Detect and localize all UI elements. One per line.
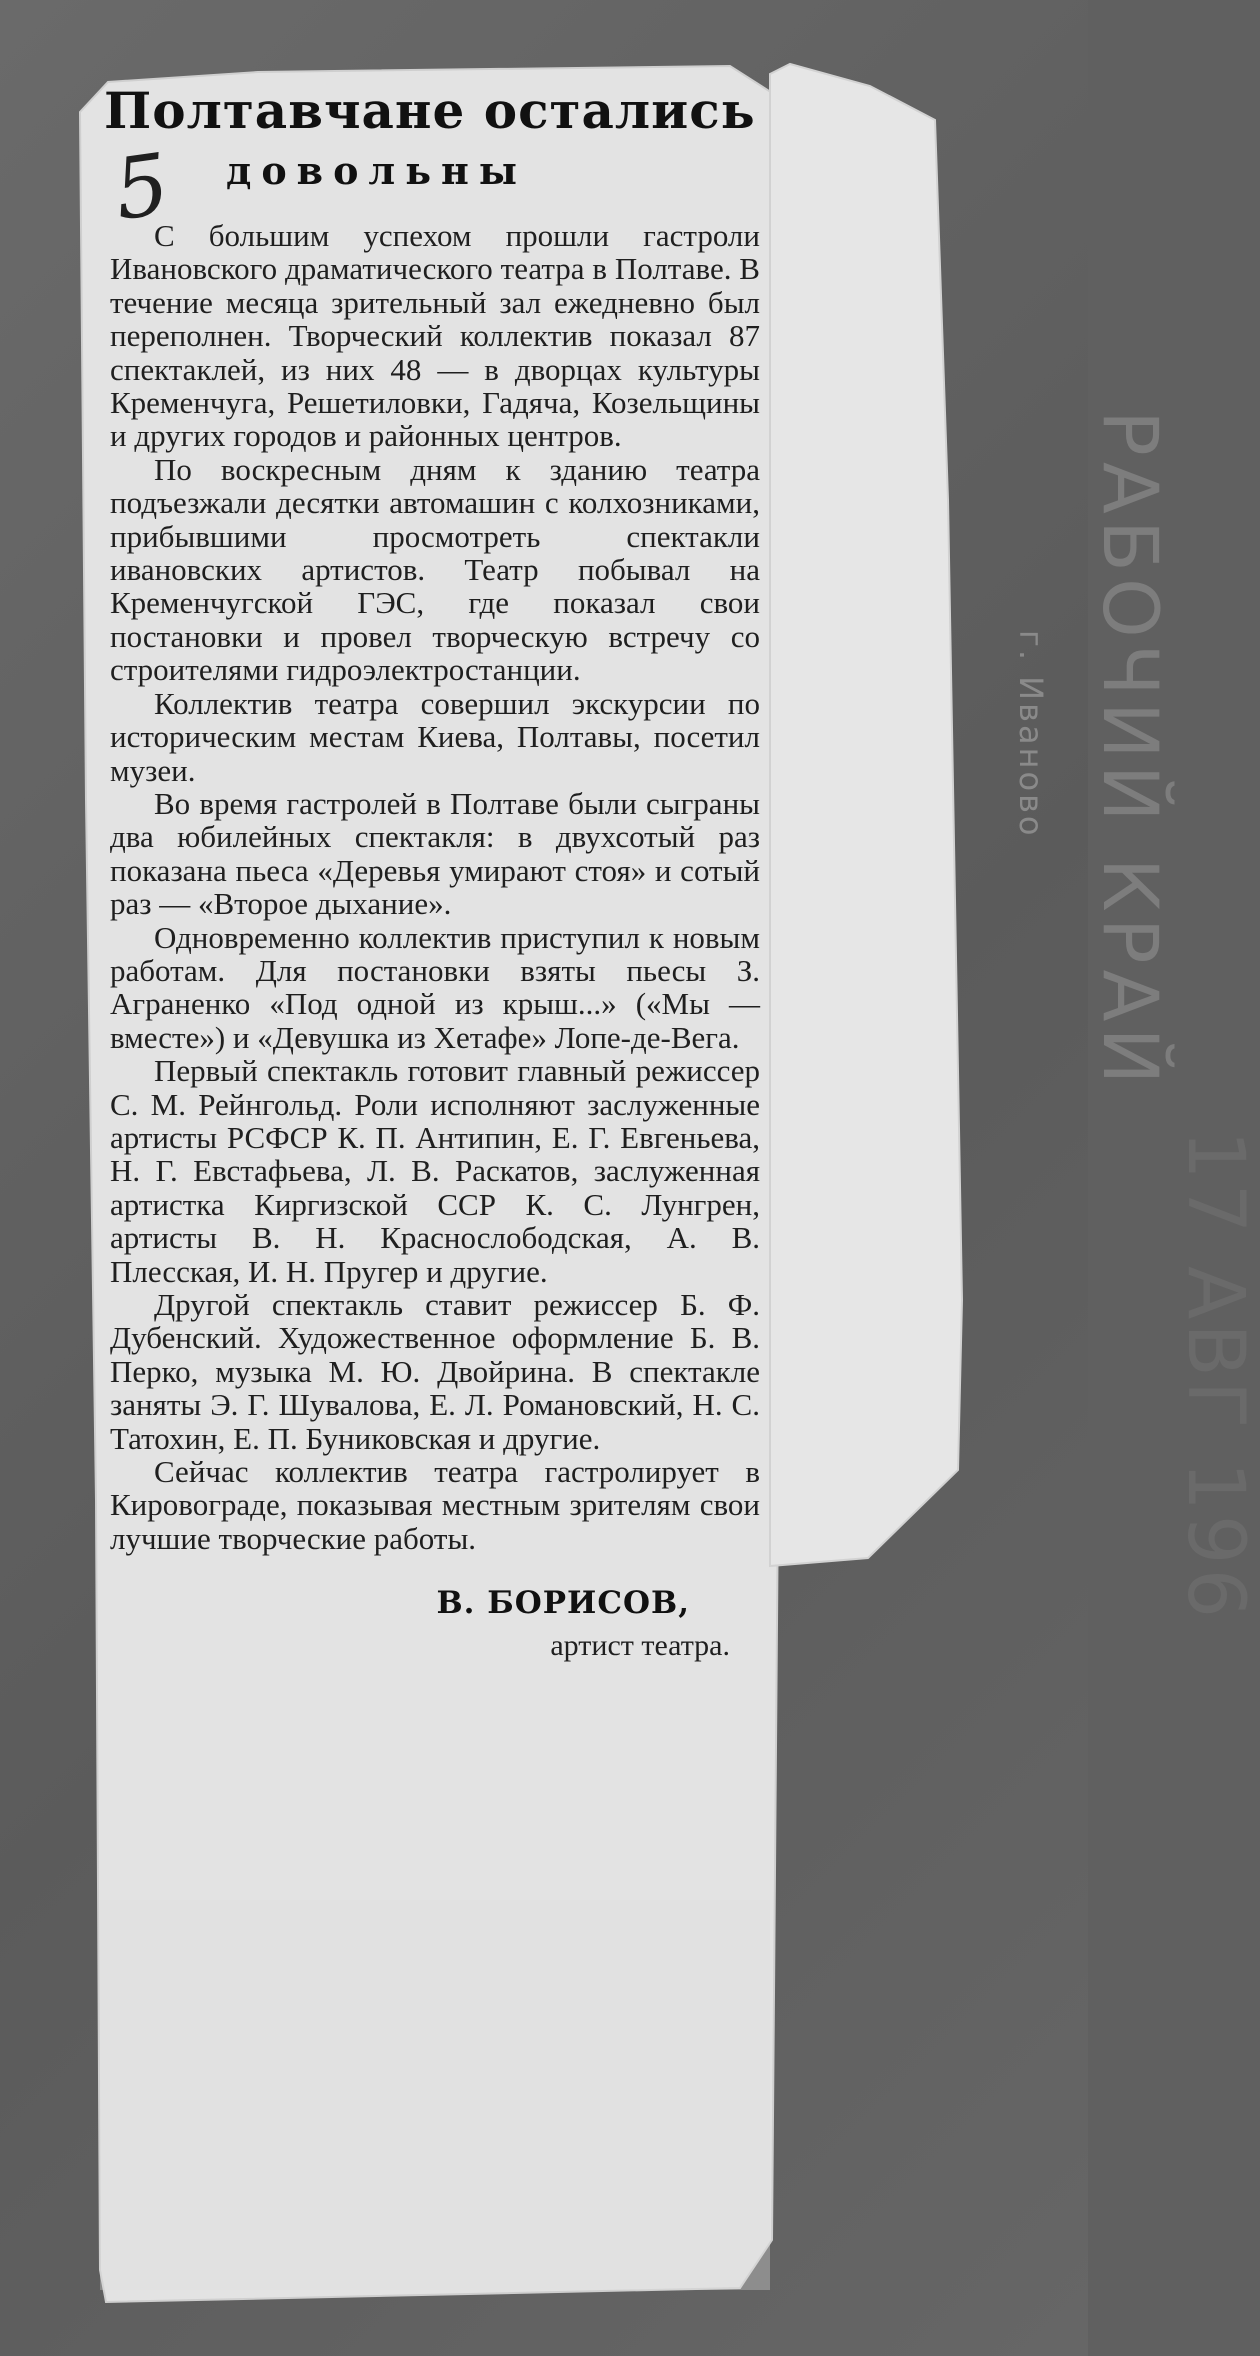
article-paragraph: Сейчас коллектив театра гастролирует в Кировограде, показывая местным зрителям свои лучшие творческие работы. [110, 1454, 760, 1556]
article-paragraph: Другой спектакль ставит режиссер Б. Ф. Дубенский. Художественное оформление Б. В. Перко, музыка М. Ю. Двойрина. В спектакле заняты Э. Г. Шувалова, Е. Л. Романовский, Н. С. Татохин, Е. П. Буниковская и другие. [110, 1287, 760, 1456]
article-paragraph: С большим успехом прошли гастроли Ивановского драматического театра в Полтаве. В течение месяца зрительный зал ежедневно был переполнен. Творческий коллектив показал 87 спектаклей, из них 48 — в дворцах культуры Кременчуга, Решетиловки, Гадяча, Козельщины и других городов и районных центров. [110, 218, 760, 454]
article-paragraph: Первый спектакль готовит главный режиссер С. М. Рейнгольд. Роли исполняют заслуженные артисты РСФСР К. П. Антипин, Е. Г. Евгеньева, Н. Г. Евстафьева, Л. В. Раскатов, заслуженная артистка Киргизской ССР К. С. Лунгрен, артисты В. Н. Краснослободская, А. В. Плесская, И. Н. Пругер и другие. [110, 1053, 760, 1289]
author-role: артист театра. [550, 1629, 730, 1663]
author-name: В. БОРИСОВ, [436, 1585, 690, 1622]
article-paragraph: По воскресным дням к зданию театра подъезжали десятки автомашин с колхозниками, прибывшими просмотреть спектакли ивановских артистов. Театр побывал на Кременчугской ГЭС, где показал свои постановки и провел творческую встречу со строителями гидроэлектростанции. [110, 451, 760, 688]
handwritten-number: 5 [108, 134, 176, 240]
newspaper-city-stamp: г. Иваново [1012, 630, 1050, 839]
paper-shading [100, 1900, 770, 2290]
article-paragraph: Коллектив театра совершил экскурсии по историческим местам Киева, Полтавы, посетил музеи. [110, 685, 760, 788]
headline-line-2: довольны [226, 148, 527, 193]
signature-block [110, 1585, 760, 1663]
newspaper-name-stamp: РАБОЧИЙ КРАЙ [1086, 410, 1175, 1091]
date-stamp: 17 АВГ 196 [1170, 1130, 1260, 1623]
article [100, 60, 760, 1663]
clipping-masthead-strip [770, 64, 962, 1566]
article-body [110, 219, 760, 1555]
headline-line-1: Полтавчане остались [104, 81, 756, 140]
article-paragraph: Во время гастролей в Полтаве были сыграны два юбилейных спектакля: в двухсотый раз показана пьеса «Деревья умирают стоя» и сотый раз — «Второе дыхание». [110, 785, 760, 922]
article-paragraph: Одновременно коллектив приступил к новым работам. Для постановки взяты пьесы З. Аграненко «Под одной из крыш...» («Мы — вместе») и «Девушка из Хетафе» Лопе-де-Вега. [110, 919, 760, 1055]
